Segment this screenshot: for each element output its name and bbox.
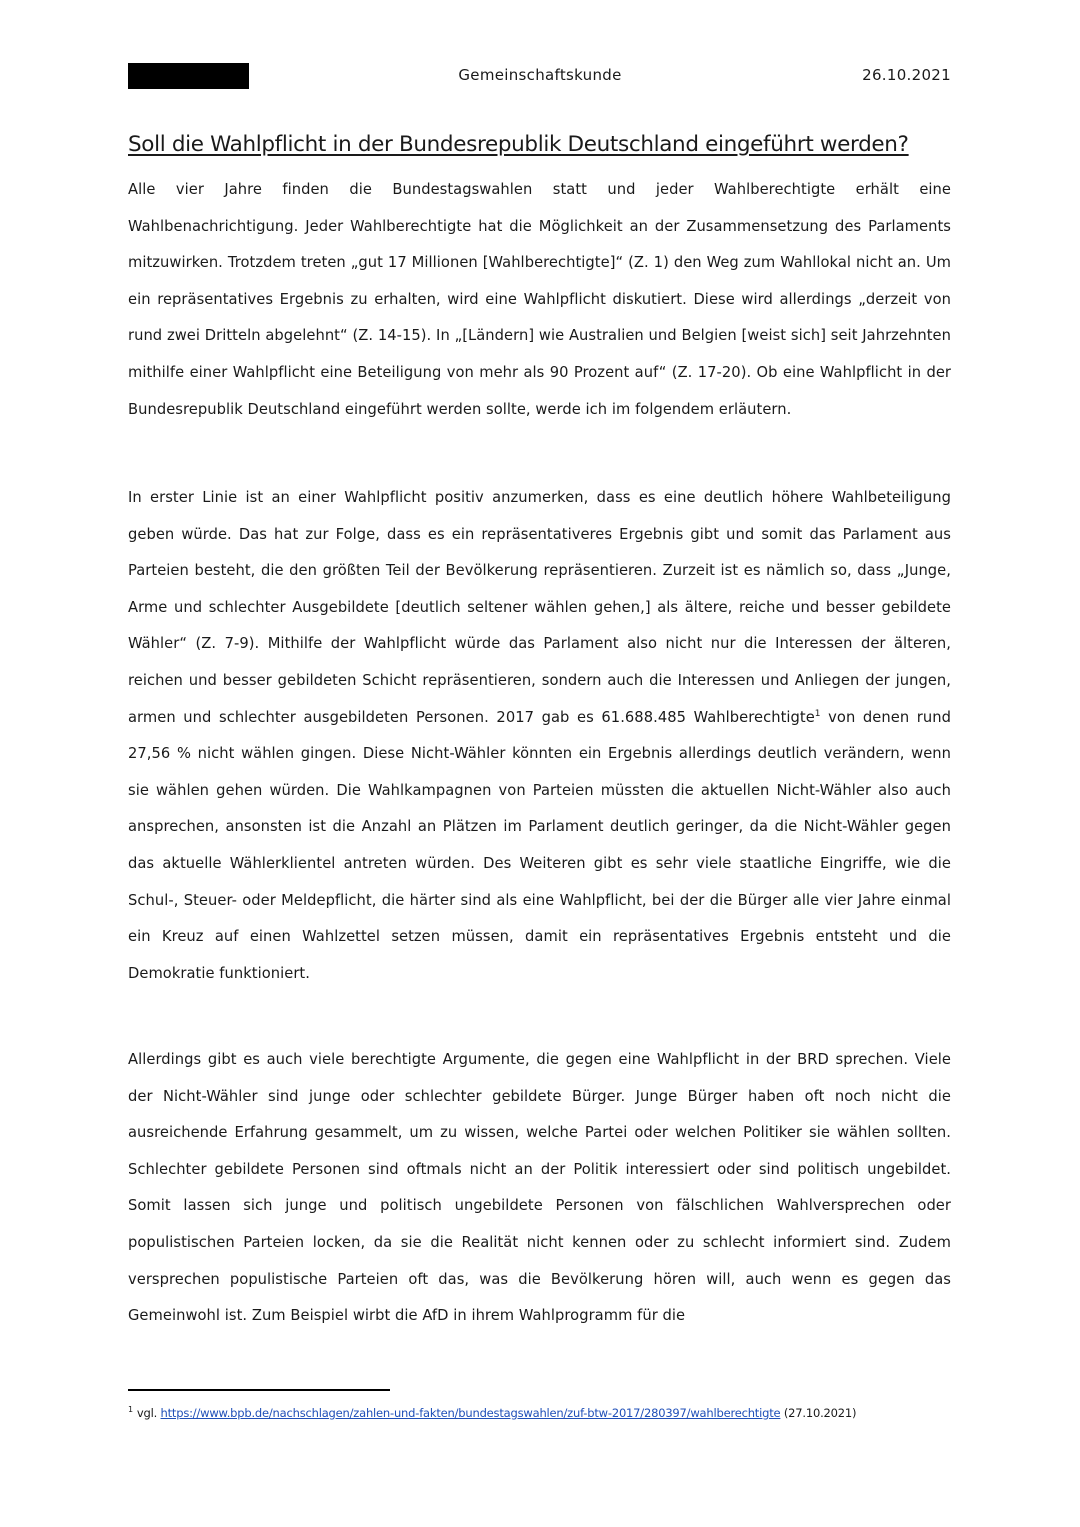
- footnote-prefix: vgl.: [136, 1405, 161, 1420]
- paragraph-pro-arguments: [128, 480, 951, 992]
- header-subject: Gemeinschaftskunde: [458, 66, 622, 84]
- paragraph-contra-arguments: Allerdings gibt es auch viele berechtigte Argumente, die gegen eine Wahlpflicht in der BRD sprechen. Viele der Nicht-Wähler sind junge oder schlechter gebildete Bürger. Junge Bürger haben oft noch nicht die ausreichende Erfahrung gesammelt, um zu wissen, welche Partei oder welchen Politiker sie wählen sollten. Schlechter gebildete Personen sind oftmals nicht an der Politik interessiert oder sind politisch ungebildet. Somit lassen sich junge und politisch ungebildete Personen von fälschlichen Wahlversprechen oder populistischen Parteien locken, da sie die Realität nicht kennen oder zu schlecht informiert sind. Zudem versprechen populistische Parteien oft das, was die Bevölkerung hören will, auch wenn es gegen das Gemeinwohl ist. Zum Beispiel wirbt die AfD in ihrem Wahlprogramm für die: [128, 1051, 951, 1325]
- paragraph-text: In erster Linie ist an einer Wahlpflicht positiv anzumerken, dass es eine deutlich höhere Wahlbeteiligung geben würde. Das hat zur Folge, dass es ein repräsentativeres Ergebnis gibt und somit das Parlament aus Parteien besteht, die den größten Teil der Bevölkerung repräsentieren. Zurzeit ist es nämlich so, dass „Junge, Arme und schlechter Ausgebildete [deutlich seltener wählen gehen,] als ältere, reiche und besser gebildete Wähler“ (Z. 7-9). Mithilfe der Wahlpflicht würde das Parlament also nicht nur die Interessen der älteren, reichen und besser gebildeten Schicht repräsentieren, sondern auch die Interessen und Anliegen der jungen, armen und schlechter ausgebildeten Personen. 2017 gab es 61.688.485 Wahlberechtigte: [128, 489, 951, 726]
- footnote-separator: [128, 1389, 390, 1391]
- document-title: Soll die Wahlpflicht in der Bundesrepublik Deutschland eingeführt werden?: [128, 132, 909, 157]
- paragraph-text: von denen rund 27,56 % nicht wählen gingen. Diese Nicht-Wähler könnten ein Ergebnis allerdings deutlich verändern, wenn sie wählen gehen würden. Die Wahlkampagnen von Parteien müssten die aktuellen Nicht-Wähler also auch ansprechen, ansonsten ist die Anzahl an Plätzen im Parlament deutlich geringer, da die Nicht-Wähler gegen das aktuelle Wählerklientel antreten würden. Des Weiteren gibt es sehr viele staatliche Eingriffe, wie die Schul-, Steuer- oder Meldepflicht, die härter sind als eine Wahlpflicht, bei der die Bürger alle vier Jahre einmal ein Kreuz auf einen Wahlzettel setzen müssen, damit ein repräsentatives Ergebnis entsteht und die Demokratie funktioniert.: [128, 708, 951, 982]
- paragraph-introduction: Alle vier Jahre finden die Bundestagswahlen statt und jeder Wahlberechtigte erhält eine Wahlbenachrichtigung. Jeder Wahlberechtigte hat die Möglichkeit an der Zusammensetzung des Parlaments mitzuwirken. Trotzdem treten „gut 17 Millionen [Wahlberechtigte]“ (Z. 1) den Weg zum Wahllokal nicht an. Um ein repräsentatives Ergebnis zu erhalten, wird eine Wahlpflicht diskutiert. Diese wird allerdings „derzeit von rund zwei Dritteln abgelehnt“ (Z. 14-15). In „[Ländern] wie Australien und Belgien [weist sich] seit Jahrzehnten mithilfe einer Wahlpflicht eine Beteiligung von mehr als 90 Prozent auf“ (Z. 17-20). Ob eine Wahlpflicht in der Bundesrepublik Deutschland eingeführt werden sollte, werde ich im folgendem erläutern.: [128, 181, 951, 418]
- footnote-reference[interactable]: 1: [814, 708, 821, 719]
- footnote: [128, 1405, 856, 1420]
- footnote-access-date: (27.10.2021): [780, 1405, 857, 1420]
- header-date: 26.10.2021: [862, 66, 951, 84]
- footnote-number: 1: [128, 1405, 133, 1414]
- footnote-source-link[interactable]: https://www.bpb.de/nachschlagen/zahlen-und-fakten/bundestagswahlen/zuf-btw-2017/280397/wahlberechtigte: [160, 1405, 781, 1420]
